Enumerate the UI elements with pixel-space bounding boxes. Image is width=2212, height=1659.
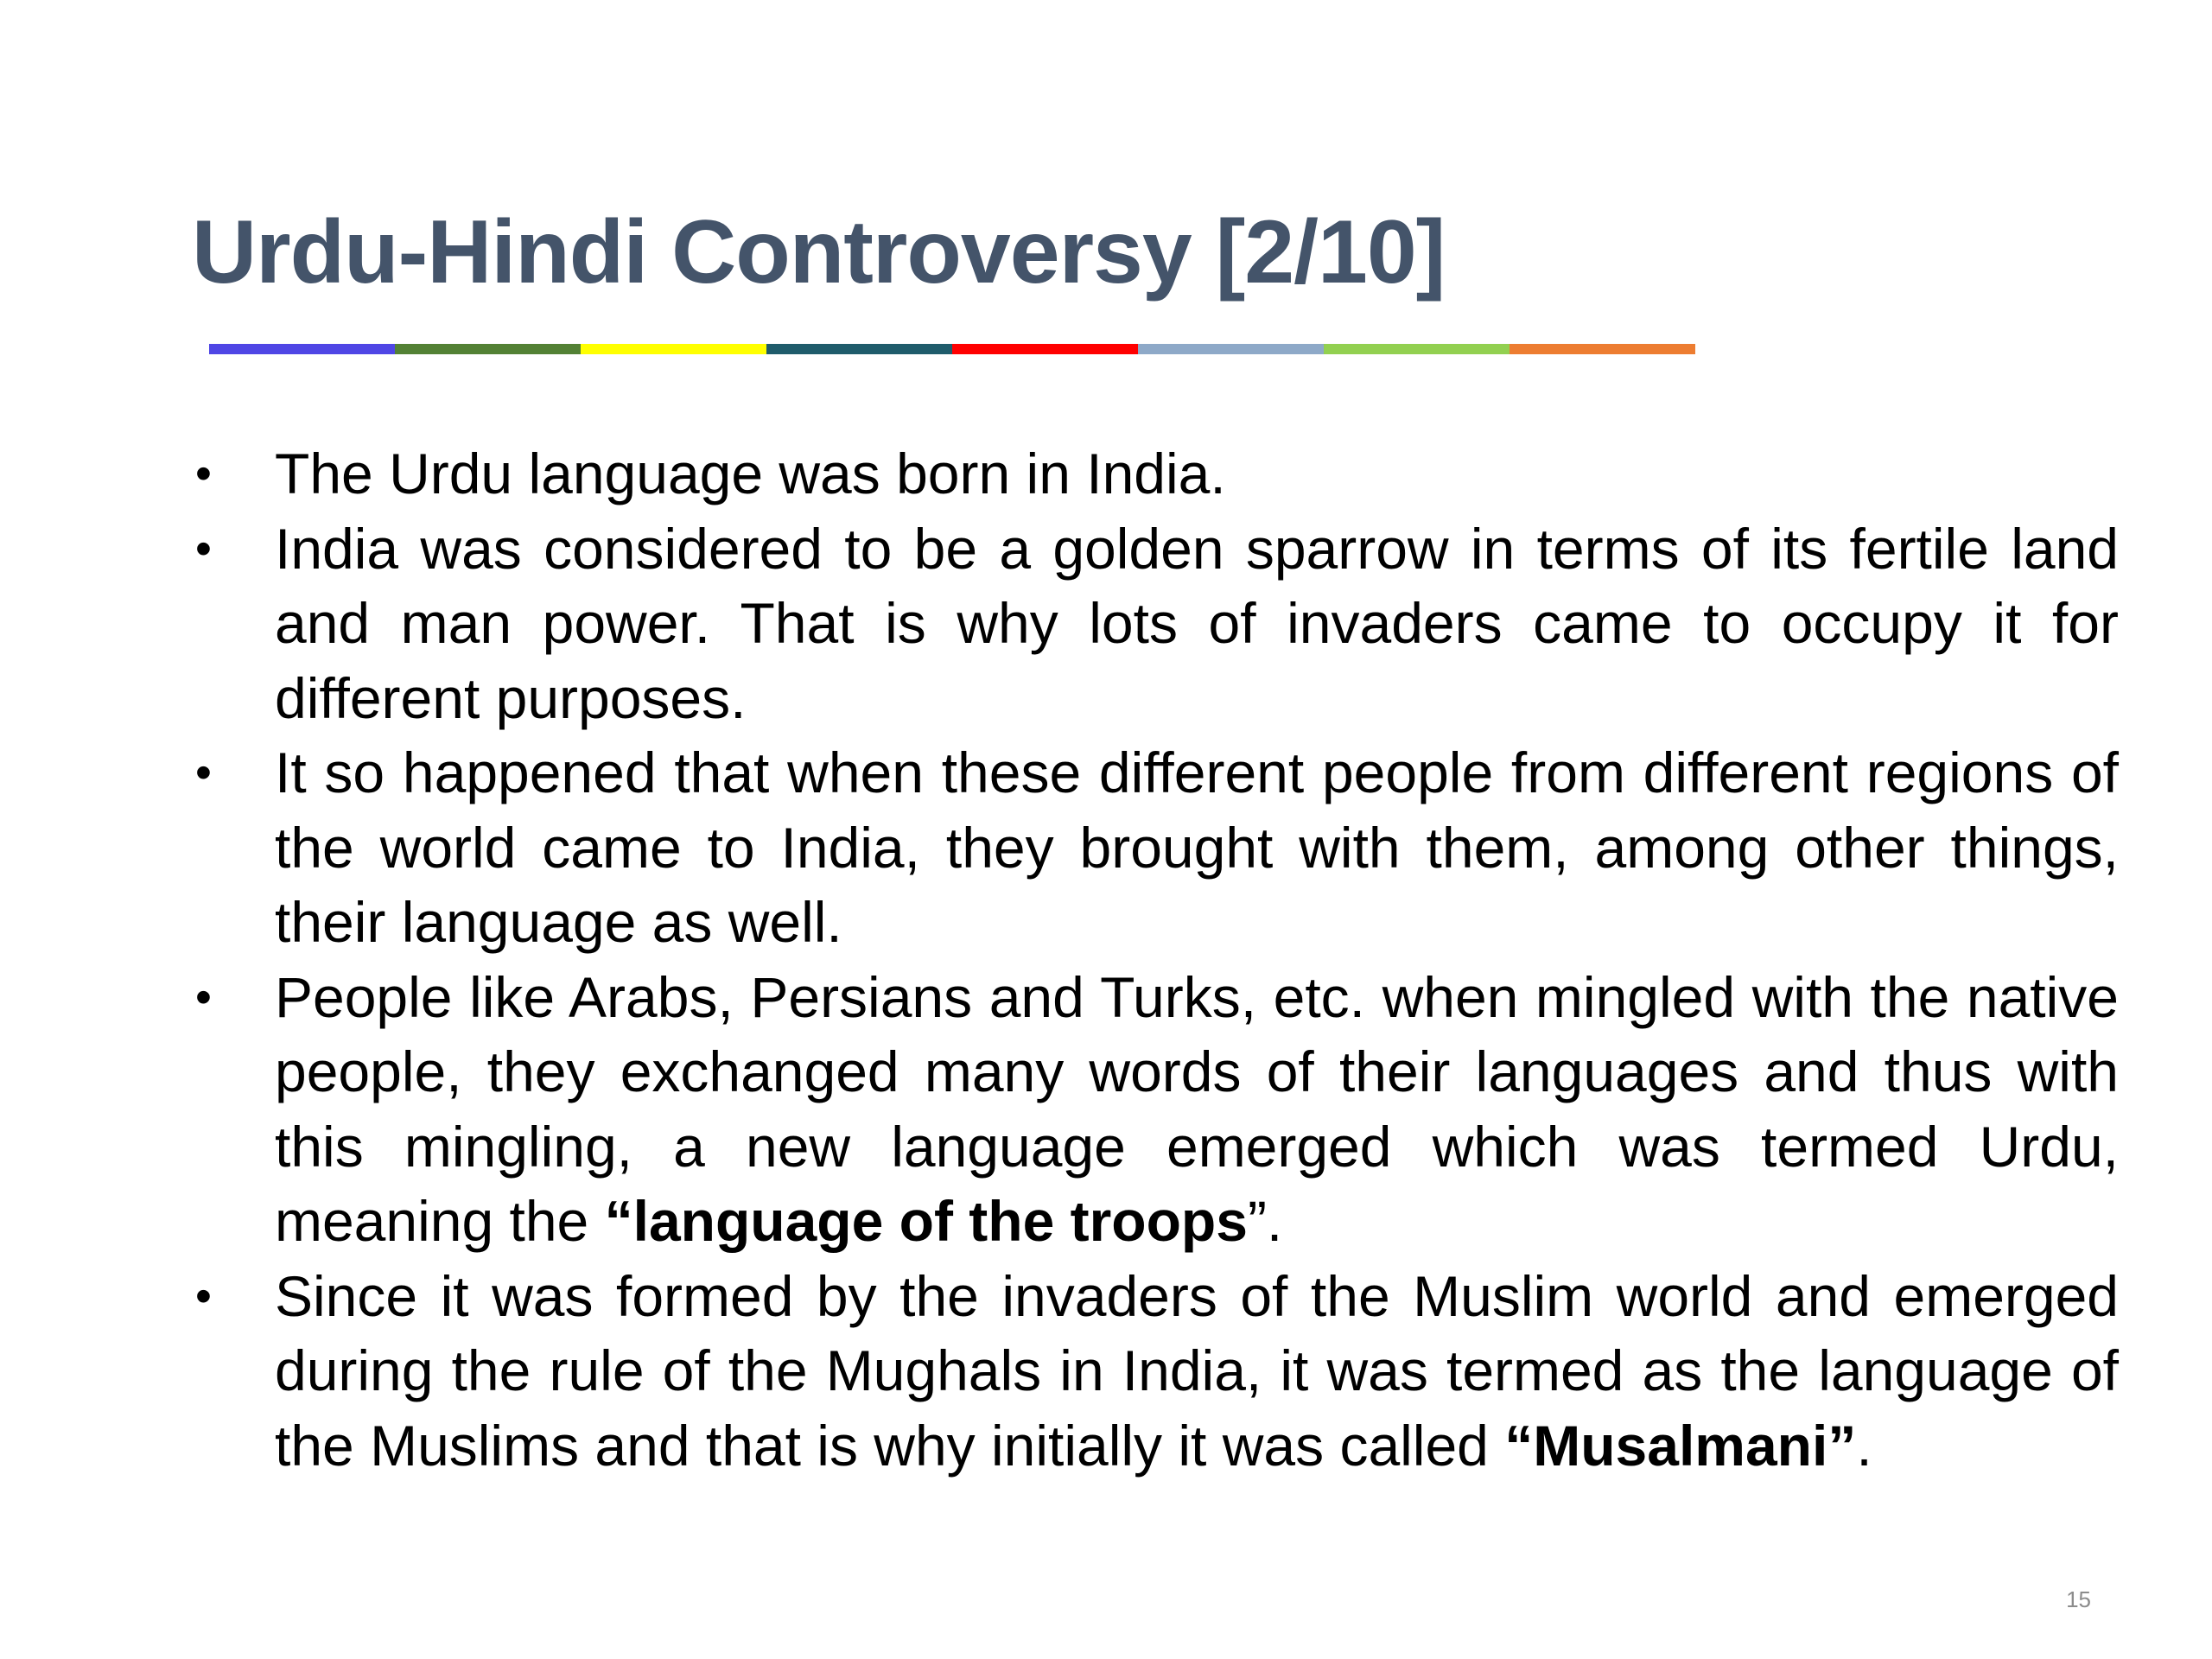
- bullet-item: [183, 512, 2119, 736]
- rule-segment: [395, 344, 581, 354]
- bullet-text-segment: .: [1856, 1413, 1872, 1478]
- bullet-item: [183, 1259, 2119, 1484]
- bullet-text-segment: People like Arabs, Persians and Turks, etc. when mingled with the native people, they exchanged many words of their languages and thus with this mingling, a new language emerged which was termed Urdu, meaning the: [275, 964, 2119, 1253]
- bullet-text: [275, 517, 2119, 730]
- bullet-item: [183, 960, 2119, 1259]
- bullet-text-segment: ”.: [1247, 1189, 1283, 1253]
- bullet-text: [275, 442, 1226, 505]
- bullet-list: [183, 436, 2119, 1483]
- bullet-text-emphasis: “Musalmani”: [1504, 1413, 1857, 1478]
- bullet-text-segment: India was considered to be a golden sparrow in terms of its fertile land and man power. That is why lots of invaders came to occupy it for different purposes.: [275, 516, 2119, 730]
- bullet-text-emphasis: “language of the troops: [604, 1189, 1248, 1253]
- rule-segment: [766, 344, 952, 354]
- bullet-text: [275, 1264, 2119, 1478]
- bullet-item: [183, 436, 2119, 512]
- bullet-dot-icon: •: [195, 1269, 212, 1322]
- bullet-text-segment: The Urdu language was born in India.: [275, 442, 1226, 505]
- bullet-text-segment: Since it was formed by the invaders of the Muslim world and emerged during the rule of the Mughals in India, it was termed as the language of the Muslims and that is why initially it was called: [275, 1263, 2119, 1478]
- bullet-dot-icon: •: [195, 747, 212, 798]
- bullet-dot-icon: •: [195, 970, 212, 1023]
- bullet-dot-icon: •: [195, 522, 212, 575]
- bullet-dot-icon: •: [195, 448, 212, 499]
- bullet-text: [275, 965, 2119, 1254]
- rule-segment: [1138, 344, 1324, 354]
- rule-segment: [581, 344, 766, 354]
- title-underline-rule: [209, 344, 1695, 354]
- page-number: 15: [2066, 1586, 2091, 1612]
- bullet-item: [183, 735, 2119, 960]
- rule-segment: [952, 344, 1138, 354]
- rule-segment: [209, 344, 395, 354]
- slide-title: Urdu-Hindi Controversy [2/10]: [192, 202, 1446, 302]
- bullet-text-segment: It so happened that when these different people from different regions of the world came to India, they brought with them, among other things, their language as well.: [275, 741, 2119, 954]
- rule-segment: [1510, 344, 1695, 354]
- rule-segment: [1324, 344, 1510, 354]
- bullet-text: [275, 741, 2119, 954]
